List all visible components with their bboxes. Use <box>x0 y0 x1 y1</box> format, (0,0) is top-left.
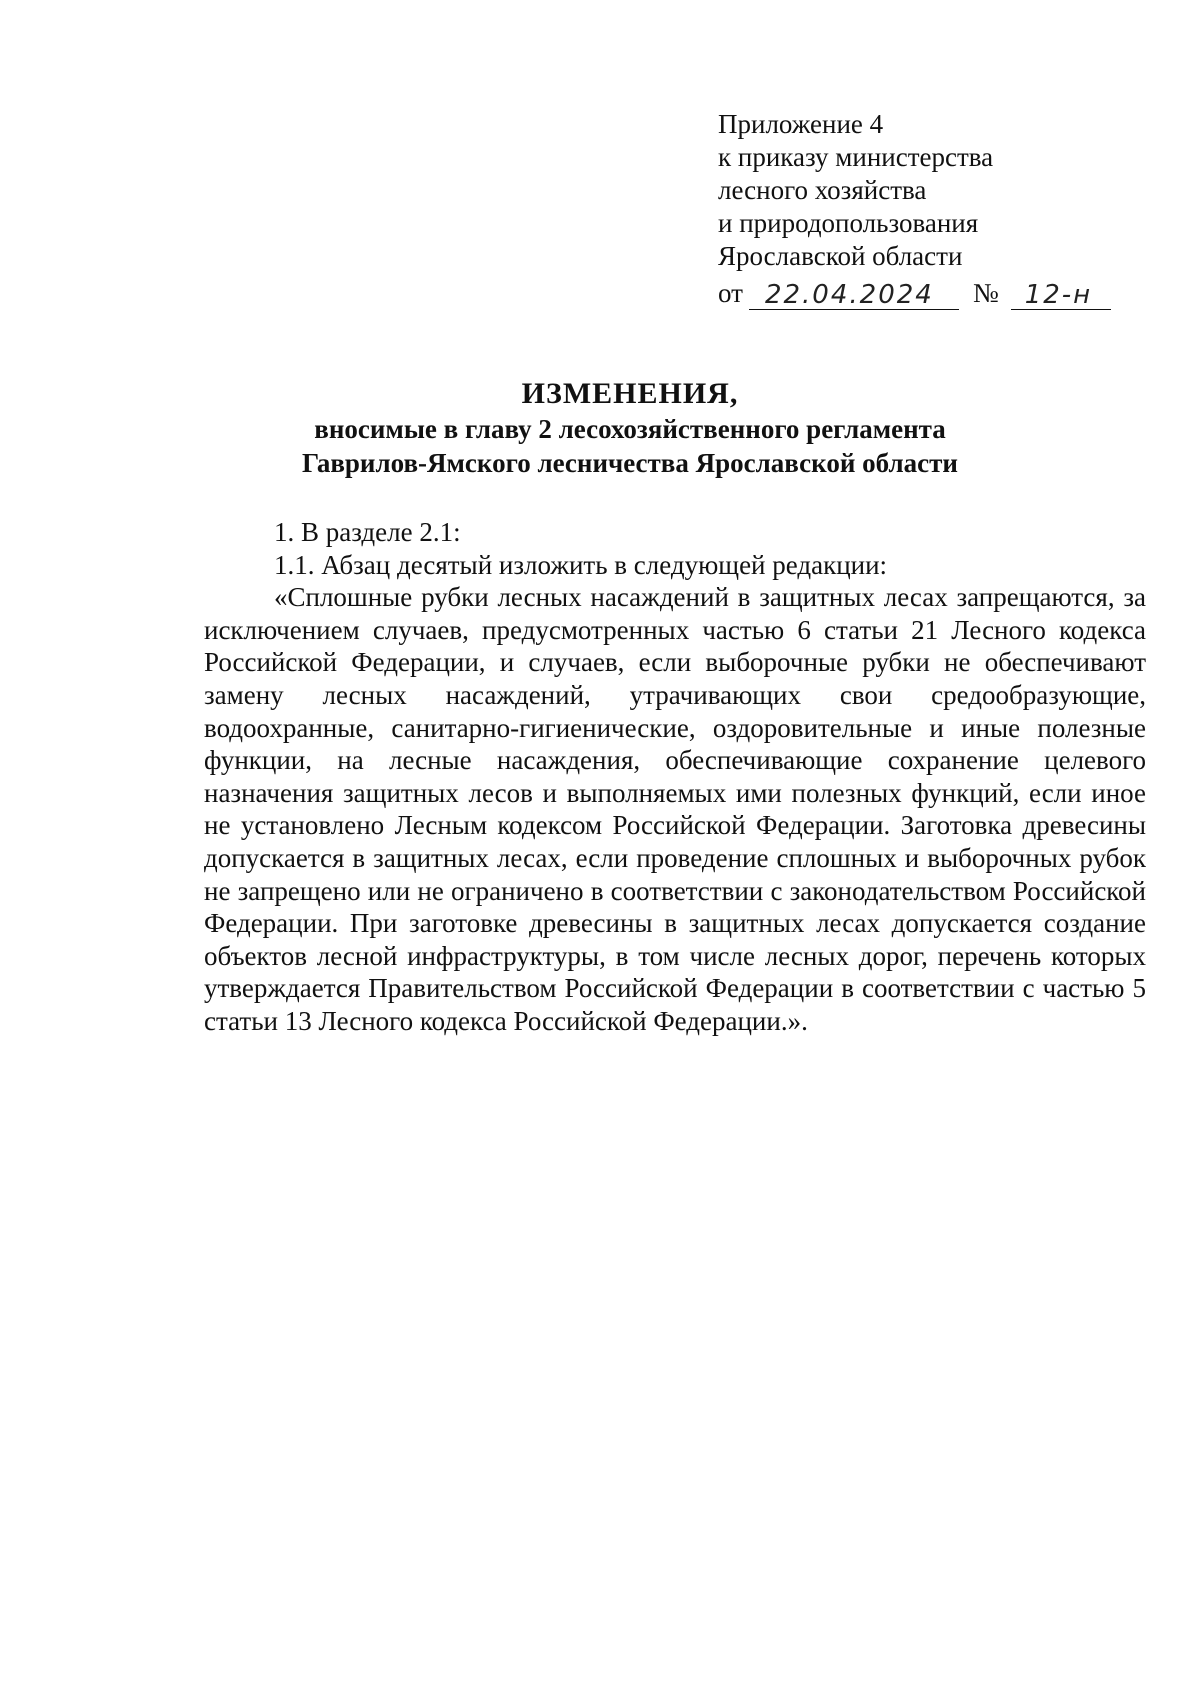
appendix-line-5: Ярославской области <box>718 241 963 271</box>
appendix-line-3: лесного хозяйства <box>718 175 927 205</box>
title-subtitle-1: вносимые в главу 2 лесохозяйственного регламента <box>314 414 946 444</box>
appendix-line-4: и природопользования <box>718 208 979 238</box>
date-prefix: от <box>718 278 743 308</box>
title-main: ИЗМЕНЕНИЯ, <box>521 377 739 410</box>
handwritten-number: 12-н <box>1011 280 1111 310</box>
appendix-header <box>718 108 1138 310</box>
document-title <box>140 376 1120 480</box>
item-1: 1. В разделе 2.1: <box>274 517 461 547</box>
number-sign: № <box>972 278 999 308</box>
item-1-1: 1.1. Абзац десятый изложить в следующей редакции: <box>274 549 888 580</box>
quoted-paragraph: «Сплошные рубки лесных насаждений в защитных лесах запрещаются, за исключением случаев, предусмотренных частью 6 статьи 21 Лесного кодекса Российской Федерации, и случаев, если выборочные рубки не обеспечивают замену лесных насаждений, утрачивающих свои средообразующие, водоохранные, санитарно-гигиенические, оздоровительные и иные полезные функции, на лесные насаждения, обеспечивающие сохранение целевого назначения защитных лесов и выполняемых ими полезных функций, если иное не установлено Лесным кодексом Российской Федерации. Заготовка древесины допускается в защитных лесах, если проведение сплошных и выборочных рубок не запрещено или не ограничено в соответствии с законодательством Российской Федерации. При заготовке древесины в защитных лесах допускается создание объектов лесной инфраструктуры, в том числе лесных дорог, перечень которых утверждается Правительством Российской Федерации в соответствии с частью 5 статьи 13 Лесного кодекса Российской Федерации.». <box>204 582 1146 1036</box>
appendix-line-1: Приложение 4 <box>718 109 884 139</box>
appendix-line-2: к приказу министерства <box>718 142 994 172</box>
title-subtitle-2: Гаврилов-Ямского лесничества Ярославской области <box>302 448 958 478</box>
handwritten-date: 22.04.2024 <box>749 280 959 310</box>
order-date-number <box>718 277 1138 310</box>
document-body <box>204 516 1146 1038</box>
